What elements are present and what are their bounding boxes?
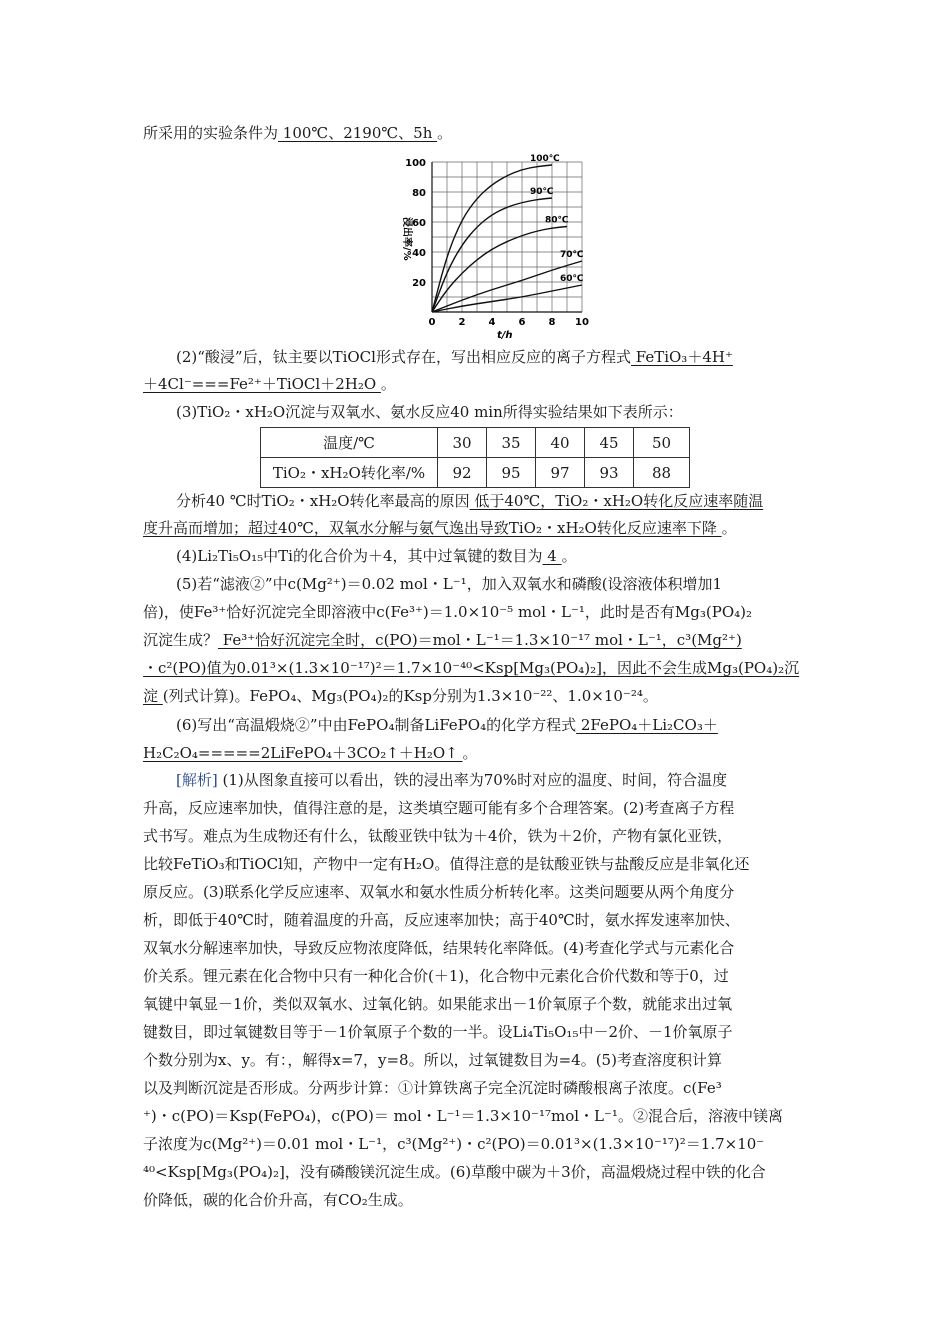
table-cell: 93: [585, 458, 634, 488]
question-5-line-4: [143, 658, 813, 678]
table-cell: 88: [634, 458, 690, 488]
curve-80℃: [432, 227, 567, 313]
table-cell: 35: [487, 428, 536, 458]
analysis-line-3: 式书写。难点为生成物还有什么，钛酸亚铁中钛为＋4价，铁为＋2价，产物有氯化亚铁，: [143, 827, 733, 845]
analysis-line-5: 原反应。(3)联系化学反应速率、双氧水和氨水性质分析转化率。这类问题要从两个角度分: [143, 883, 735, 901]
x-tick-label: 0: [428, 317, 436, 328]
table-row: [261, 428, 690, 458]
x-axis-label: t/h: [497, 330, 513, 340]
analysis-line-12: 以及判断沉淀是否形成。分两步计算：①计算铁离子完全沉淀时磷酸根离子浓度。c(Fe³: [143, 1079, 722, 1097]
text: 分析40 ℃时TiO₂・xH₂O转化率最高的原因: [176, 492, 470, 510]
question-5-line-3: [143, 630, 813, 650]
curve-label: 60℃: [560, 274, 584, 284]
text: (5)若“滤液②”中c(Mg²⁺)＝0.02 mol・L⁻¹，加入双氧水和磷酸(设溶液体积增加1: [176, 575, 723, 593]
table-header-cell: 温度/℃: [261, 428, 438, 458]
question-3-analysis-line-2: [143, 518, 813, 538]
question-5-line-2: [143, 602, 813, 622]
text: 倍)，使Fe³⁺恰好沉淀完全即溶液中c(Fe³⁺)＝1.0×10⁻⁵ mol・L⁻¹，此时是否有Mg₃(PO₄)₂: [143, 603, 752, 621]
text: (1)从图象直接可以看出，铁的浸出率为70%时对应的温度、时间，符合温度: [217, 771, 728, 789]
answer-blank: 2FePO₄＋Li₂CO₃＋: [576, 716, 718, 734]
analysis-line-2: 升高，反应速率加快，值得注意的是，这类填空题可能有多个合理答案。(2)考查离子方程: [143, 799, 735, 817]
y-tick-label: 20: [412, 278, 426, 289]
table-row: [261, 458, 690, 488]
text: (6)写出“高温煅烧②”中由FePO₄制备LiFePO₄的化学方程式: [176, 716, 577, 734]
y-tick-label: 100: [405, 158, 426, 169]
text: 所采用的实验条件为: [143, 124, 279, 142]
leaching-rate-chart: [390, 150, 610, 340]
curve-label: 100℃: [530, 154, 560, 164]
analysis-line-11: 个数分别为x、y。有：，解得x=7，y=8。所以，过氧键数目为=4。(5)考查溶度积计算: [143, 1051, 722, 1069]
x-tick-label: 8: [548, 317, 556, 328]
answer-blank: 100℃、2190℃、5h: [278, 124, 438, 142]
answer-blank: 低于40℃，TiO₂・xH₂O转化反应速率随温: [469, 492, 764, 510]
question-6-line-1: [176, 715, 813, 735]
analysis-line-13: ⁺)・c(PO)＝Ksp(FePO₄)，c(PO)＝ mol・L⁻¹＝1.3×10⁻¹⁷mol・L⁻¹。②混合后，溶液中镁离: [143, 1107, 783, 1125]
analysis-line-14: 子浓度为c(Mg²⁺)＝0.01 mol・L⁻¹，c³(Mg²⁺)・c²(PO)＝0.01³×(1.3×10⁻¹⁷)²＝1.7×10⁻: [143, 1135, 765, 1153]
text: 。: [380, 375, 396, 393]
x-tick-label: 2: [458, 317, 466, 328]
text: 。: [462, 744, 478, 762]
table-cell: 50: [634, 428, 690, 458]
question-2-line-1: [176, 347, 813, 367]
text: 沉淀生成？: [143, 631, 219, 649]
text: (列式计算)。FePO₄、Mg₃(PO₄)₂的Ksp分别为1.3×10⁻²²、1.0×10⁻²⁴。: [162, 687, 658, 705]
table-cell: 40: [536, 428, 585, 458]
analysis-line-1: [176, 770, 813, 790]
answer-blank: FeTiO₃＋4H⁺: [630, 348, 733, 366]
curve-label: 80℃: [545, 215, 569, 226]
answer-blank: ＋4Cl⁻===Fe²⁺＋TiOCl＋2H₂O: [143, 375, 381, 393]
curve-label: 70℃: [560, 250, 584, 260]
question-3-analysis-line-1: [176, 491, 813, 511]
conversion-table: [260, 427, 690, 488]
analysis-line-7: 双氧水分解速率加快，导致反应物浓度降低，结果转化率降低。(4)考查化学式与元素化合: [143, 939, 735, 957]
question-5-line-5: [143, 686, 813, 706]
text: (3)TiO₂・xH₂O沉淀与双氧水、氨水反应40 min所得实验结果如下表所示：: [176, 403, 683, 421]
analysis-line-10: 键数目，即过氧键数目等于－1价氧原子个数的一半。设Li₄Ti₅O₁₅中－2价、－1价氧原子: [143, 1023, 733, 1041]
table-cell: 95: [487, 458, 536, 488]
question-5-line-1: [176, 574, 813, 594]
analysis-line-9: 氧键中氧显－1价，类似双氧水、过氧化钠。如果能求出－1价氧原子个数，就能求出过氧: [143, 995, 733, 1013]
answer-blank: H₂C₂O₄=====2LiFePO₄＋3CO₂↑＋H₂O↑: [143, 744, 463, 762]
x-tick-label: 4: [488, 317, 496, 328]
x-tick-label: 6: [518, 317, 526, 328]
analysis-tag: [解析]: [176, 771, 218, 789]
table-cell: 45: [585, 428, 634, 458]
y-tick-label: 40: [412, 248, 426, 259]
table-cell: 92: [438, 458, 487, 488]
text: 。: [561, 547, 577, 565]
question-2-line-2: [143, 374, 813, 394]
analysis-line-8: 价关系。锂元素在化合物中只有一种化合价(＋1)，化合物中元素化合价代数和等于0，过: [143, 967, 729, 985]
table-cell: 30: [438, 428, 487, 458]
analysis-line-4: 比较FeTiO₃和TiOCl知，产物中一定有H₂O。值得注意的是钛酸亚铁与盐酸反应是非氧化还: [143, 855, 750, 873]
question-6-line-2: [143, 743, 813, 763]
answer-blank: Fe³⁺恰好沉淀完全时，c(PO)＝mol・L⁻¹＝1.3×10⁻¹⁷ mol・L⁻¹，c³(Mg²⁺): [218, 631, 742, 649]
analysis-line-6: 析，即低于40℃时，随着温度的升高，反应速率加快；高于40℃时，氨水挥发速率加快、: [143, 911, 740, 929]
answer-blank: ・c²(PO)值为0.01³×(1.3×10⁻¹⁷)²＝1.7×10⁻⁴⁰<Ksp[Mg₃(PO₄)₂]，因此不会生成Mg₃(PO₄)₂沉: [143, 659, 800, 677]
answer-blank: 度升高而增加；超过40℃，双氧水分解与氨气逸出导致TiO₂・xH₂O转化反应速率下降: [143, 519, 722, 537]
y-tick-label: 60: [412, 218, 426, 229]
curve-label: 90℃: [530, 187, 554, 197]
text: 。: [721, 519, 737, 537]
question-3-line: [176, 402, 813, 422]
text: (4)Li₂Ti₅O₁₅中Ti的化合价为＋4，其中过氧键的数目为: [176, 547, 543, 565]
question-4-line: [176, 546, 813, 566]
table-cell: 97: [536, 458, 585, 488]
answer-blank: 4: [542, 547, 562, 565]
y-axis-label: 浸出率/%: [401, 217, 412, 261]
answer-line-1: [143, 123, 813, 143]
text: 。: [437, 124, 453, 142]
answer-blank: 淀: [143, 687, 163, 705]
analysis-line-16: 价降低，碳的化合价升高，有CO₂生成。: [143, 1191, 413, 1209]
y-tick-label: 80: [412, 188, 426, 199]
analysis-line-15: ⁴⁰<Ksp[Mg₃(PO₄)₂]，没有磷酸镁沉淀生成。(6)草酸中碳为＋3价，高温煅烧过程中铁的化合: [143, 1163, 766, 1181]
table-header-cell: TiO₂・xH₂O转化率/%: [261, 458, 438, 488]
text: (2)“酸浸”后，钛主要以TiOCl形式存在，写出相应反应的离子方程式: [176, 348, 631, 366]
x-tick-label: 10: [575, 317, 589, 328]
